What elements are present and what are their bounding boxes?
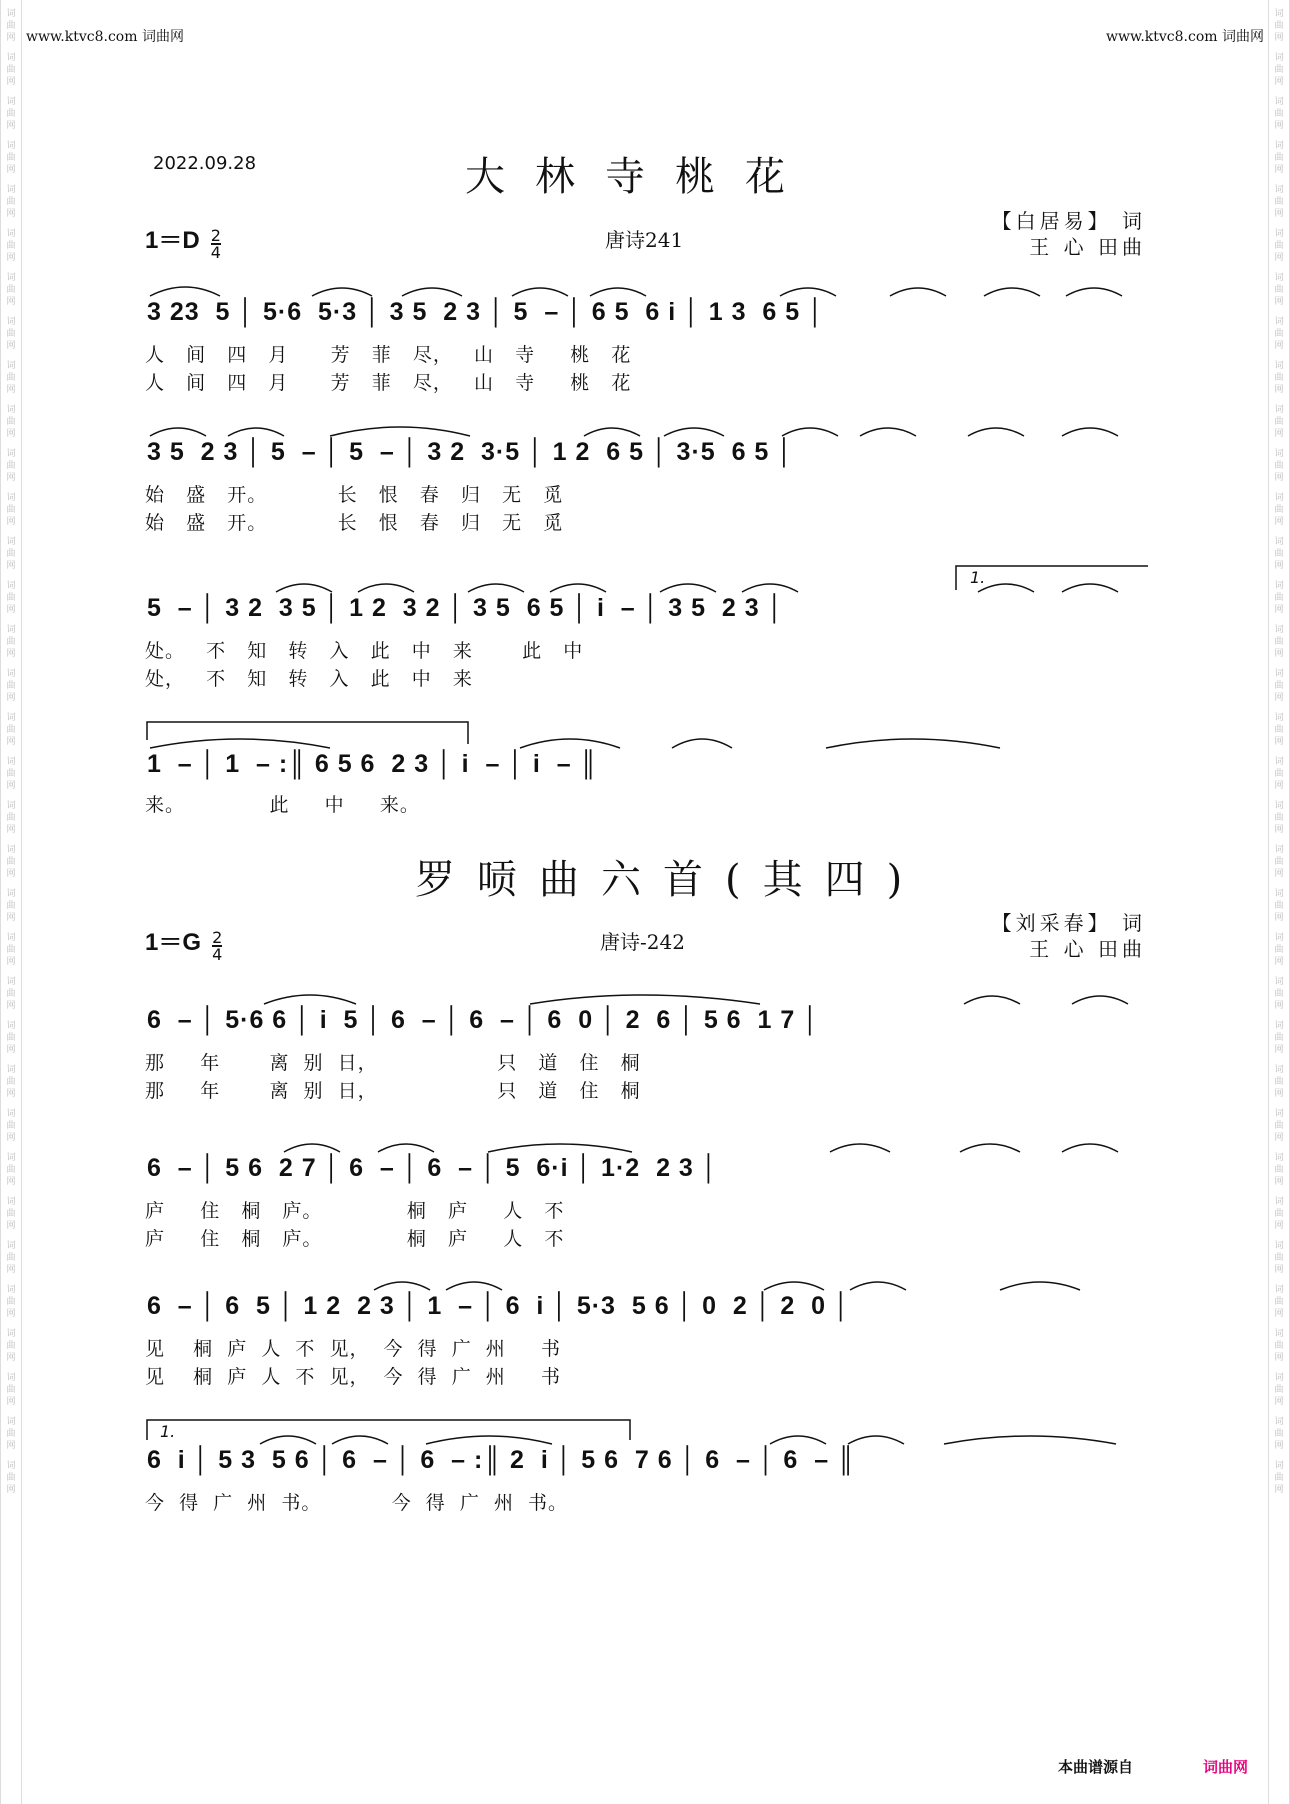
song1-title: 大林寺桃花	[465, 154, 815, 200]
slur	[468, 584, 524, 592]
volta-bracket	[956, 566, 1148, 590]
watermark-text: 词 曲 网	[1274, 273, 1284, 307]
watermark-text: 词 曲 网	[1274, 1197, 1284, 1231]
song1-line2-lyric1: 始 盛 开。 长 恨 春 归 无 觅	[145, 484, 564, 506]
watermark-text: 词 曲 网	[6, 493, 16, 527]
watermark-text: 词 曲 网	[6, 185, 16, 219]
song1-lyricist: 【白居易】 词	[991, 209, 1146, 233]
slur	[944, 1436, 1116, 1444]
song2-title: 罗唝曲六首(其四)	[415, 857, 925, 903]
slur	[550, 584, 606, 592]
watermark-text: 词 曲 网	[1274, 757, 1284, 791]
watermark-text: 词 曲 网	[6, 1417, 16, 1451]
header-url-right[interactable]: www.ktvc8.com 词曲网	[1106, 29, 1264, 45]
watermark-text: 词 曲 网	[6, 141, 16, 175]
watermark-text: 词 曲 网	[6, 1065, 16, 1099]
slur	[1066, 288, 1122, 296]
watermark-text: 词 曲 网	[1274, 97, 1284, 131]
song2-subtitle: 唐诗-242	[600, 930, 685, 954]
watermark-text: 词 曲 网	[1274, 1461, 1284, 1495]
watermark-text: 词 曲 网	[1274, 493, 1284, 527]
song2-line1-lyric2: 那 年 离 别 日， 只 道 住 桐	[145, 1080, 641, 1102]
watermark-text: 词 曲 网	[6, 361, 16, 395]
slur	[978, 584, 1034, 592]
slur	[1062, 428, 1118, 436]
watermark-text: 词 曲 网	[1274, 1329, 1284, 1363]
song1-line2-notes: 3 5 2 3 │ 5 – │ 5 – │ 3 2 3·5 │ 1 2 6 5 │ 3·5 6 5 │	[147, 438, 794, 466]
slur	[672, 739, 732, 748]
song2-line3-lyric1: 见 桐 庐 人 不 见， 今 得 广 州 书	[145, 1338, 561, 1360]
song1-line2-lyric2: 始 盛 开。 长 恨 春 归 无 觅	[145, 512, 564, 534]
song2-volta-label: 1.	[160, 1422, 176, 1441]
watermark-text: 词 曲 网	[1274, 889, 1284, 923]
watermark-text: 词 曲 网	[6, 229, 16, 263]
song1-line3-lyric2: 处， 不 知 转 入 此 中 来	[145, 668, 473, 690]
watermark-text: 词 曲 网	[6, 669, 16, 703]
slur	[1000, 1282, 1080, 1290]
watermark-text: 词 曲 网	[1274, 53, 1284, 87]
watermark-text: 词 曲 网	[6, 1109, 16, 1143]
watermark-text: 词 曲 网	[1274, 801, 1284, 835]
slur	[530, 995, 760, 1004]
song2-line1-lyric1: 那 年 离 别 日， 只 道 住 桐	[145, 1052, 641, 1074]
slur	[590, 288, 646, 296]
watermark-text: 词 曲 网	[1274, 581, 1284, 615]
watermark-text: 词 曲 网	[1274, 9, 1284, 43]
slur	[276, 584, 332, 592]
song2-key: 1＝G	[145, 929, 202, 956]
slur	[850, 1282, 906, 1290]
song1-time-signature: $\frac{2}{4}$	[210, 225, 221, 262]
slur	[960, 1144, 1020, 1152]
song2-lyricist: 【刘采春】 词	[991, 911, 1146, 935]
slur	[890, 288, 946, 296]
slur	[860, 428, 916, 436]
watermark-text: 词 曲 网	[1274, 1109, 1284, 1143]
song2-line4-notes: 6 i │ 5 3 5 6 │ 6 – │ 6 – :║ 2 i │ 5 6 7 6 │ 6 – │ 6 – ║	[147, 1446, 856, 1474]
watermark-text: 词 曲 网	[1274, 845, 1284, 879]
watermark-text: 词 曲 网	[6, 581, 16, 615]
watermark-text: 词 曲 网	[6, 97, 16, 131]
slur	[330, 427, 470, 436]
watermark-text: 词 曲 网	[1274, 405, 1284, 439]
song2-line3-lyric2: 见 桐 庐 人 不 见， 今 得 广 州 书	[145, 1366, 561, 1388]
slur	[264, 995, 356, 1004]
slur	[374, 1282, 430, 1290]
slur	[150, 287, 220, 296]
watermark-text: 词 曲 网	[1274, 185, 1284, 219]
watermark-text: 词 曲 网	[1274, 713, 1284, 747]
slur	[1072, 996, 1128, 1004]
song1-subtitle: 唐诗241	[605, 228, 684, 252]
watermark-text: 词 曲 网	[6, 1373, 16, 1407]
watermark-text: 词 曲 网	[6, 53, 16, 87]
watermark-text: 词 曲 网	[1274, 317, 1284, 351]
song1-date: 2022.09.28	[153, 153, 257, 174]
slur	[228, 428, 284, 436]
watermark-text: 词 曲 网	[1274, 1065, 1284, 1099]
slur	[402, 288, 462, 296]
slur	[332, 1436, 388, 1444]
slur	[1062, 1144, 1118, 1152]
song1-line1-lyric1: 人 间 四 月 芳 菲 尽， 山 寺 桃 花	[145, 344, 632, 366]
slur	[830, 1144, 890, 1152]
song1-line3-notes: 5 – │ 3 2 3 5 │ 1 2 3 2 │ 3 5 6 5 │ i – │ 3 5 2 3 │	[147, 594, 785, 622]
watermark-text: 词 曲 网	[6, 1241, 16, 1275]
watermark-text: 词 曲 网	[1274, 1373, 1284, 1407]
slur	[964, 996, 1020, 1004]
slur	[782, 428, 838, 436]
slur	[488, 1144, 632, 1152]
watermark-text: 词 曲 网	[1274, 977, 1284, 1011]
watermark-text: 词 曲 网	[6, 405, 16, 439]
slur	[312, 288, 372, 296]
slur	[284, 1144, 340, 1152]
song2-time-signature: $\frac{2}{4}$	[212, 927, 223, 964]
slur	[984, 288, 1040, 296]
watermark-text: 词 曲 网	[6, 9, 16, 43]
slur	[520, 739, 620, 748]
song1-key: 1＝D	[145, 227, 200, 254]
watermark-text: 词 曲 网	[6, 537, 16, 571]
watermark-text: 词 曲 网	[6, 625, 16, 659]
song1-volta-label: 1.	[970, 568, 986, 587]
slur	[780, 288, 836, 296]
song1-line1-lyric2: 人 间 四 月 芳 菲 尽， 山 寺 桃 花	[145, 372, 632, 394]
footer-source-site[interactable]: 词曲网	[1203, 1758, 1249, 1776]
header-url-left[interactable]: www.ktvc8.com 词曲网	[26, 29, 184, 45]
watermark-text: 词 曲 网	[6, 757, 16, 791]
slur	[358, 584, 414, 592]
watermark-text: 词 曲 网	[6, 1197, 16, 1231]
watermark-text: 词 曲 网	[1274, 1417, 1284, 1451]
footer-source-label: 本曲谱源自	[1058, 1758, 1134, 1776]
slur	[770, 1436, 826, 1444]
slur	[260, 1436, 316, 1444]
slur	[446, 1282, 502, 1290]
watermark-text: 词 曲 网	[6, 273, 16, 307]
song2-composer: 王 心 田曲	[1029, 937, 1146, 961]
watermark-text: 词 曲 网	[1274, 361, 1284, 395]
slur	[826, 739, 1000, 748]
slur	[150, 739, 330, 748]
watermark-text: 词 曲 网	[6, 713, 16, 747]
song2-line3-notes: 6 – │ 6 5 │ 1 2 2 3 │ 1 – │ 6 i │ 5·3 5 6 │ 0 2 │ 2 0 │	[147, 1292, 851, 1320]
slur	[584, 428, 640, 436]
volta-bracket	[147, 1420, 630, 1440]
slur	[426, 1436, 552, 1444]
watermark-text: 词 曲 网	[6, 1285, 16, 1319]
slur	[664, 428, 724, 436]
slur	[968, 428, 1024, 436]
watermark-text: 词 曲 网	[6, 889, 16, 923]
watermark-text: 词 曲 网	[1274, 141, 1284, 175]
slur	[660, 584, 716, 592]
slur	[848, 1436, 904, 1444]
slur	[150, 428, 206, 436]
watermark-text: 词 曲 网	[6, 1153, 16, 1187]
watermark-text: 词 曲 网	[1274, 933, 1284, 967]
song2-line2-notes: 6 – │ 5 6 2 7 │ 6 – │ 6 – │ 5 6·i │ 1·2 2 3 │	[147, 1154, 719, 1182]
watermark-text: 词 曲 网	[1274, 669, 1284, 703]
watermark-text: 词 曲 网	[6, 845, 16, 879]
watermark-text: 词 曲 网	[1274, 1021, 1284, 1055]
watermark-text: 词 曲 网	[1274, 1285, 1284, 1319]
song2-line2-lyric2: 庐 住 桐 庐。 桐 庐 人 不	[145, 1228, 565, 1250]
slur	[1062, 584, 1118, 592]
watermark-text: 词 曲 网	[1274, 449, 1284, 483]
song1-line4-notes: 1 – │ 1 – :║ 6 5 6 2 3 │ i – │ i – ║	[147, 750, 599, 778]
watermark-text: 词 曲 网	[6, 801, 16, 835]
watermark-text: 词 曲 网	[6, 1461, 16, 1495]
watermark-text: 词 曲 网	[1274, 1153, 1284, 1187]
slur	[512, 288, 568, 296]
watermark-text: 词 曲 网	[6, 933, 16, 967]
watermark-text: 词 曲 网	[1274, 229, 1284, 263]
slur	[742, 584, 798, 592]
slur	[378, 1144, 434, 1152]
watermark-text: 词 曲 网	[6, 1329, 16, 1363]
song2-line2-lyric1: 庐 住 桐 庐。 桐 庐 人 不	[145, 1200, 565, 1222]
song2-line1-notes: 6 – │ 5·6 6 │ i 5 │ 6 – │ 6 – │ 6 0 │ 2 6 │ 5 6 1 7 │	[147, 1006, 820, 1034]
watermark-text: 词 曲 网	[1274, 625, 1284, 659]
watermark-text: 词 曲 网	[6, 1021, 16, 1055]
watermark-text: 词 曲 网	[6, 449, 16, 483]
watermark-text: 词 曲 网	[6, 977, 16, 1011]
watermark-text: 词 曲 网	[6, 317, 16, 351]
song1-line3-lyric1: 处。 不 知 转 入 此 中 来 此 中	[145, 640, 584, 662]
slur	[764, 1282, 824, 1290]
song1-line1-notes: 3 23 5 │ 5·6 5·3 │ 3 5 2 3 │ 5 – │ 6 5 6 i │ 1 3 6 5 │	[147, 298, 825, 326]
watermark-text: 词 曲 网	[1274, 1241, 1284, 1275]
watermark-text: 词 曲 网	[1274, 537, 1284, 571]
song2-line4-lyric1: 今 得 广 州 书。 今 得 广 州 书。	[145, 1492, 569, 1514]
song1-composer: 王 心 田曲	[1029, 235, 1146, 259]
song1-line4-lyric1: 来。 此 中 来。	[145, 794, 420, 816]
